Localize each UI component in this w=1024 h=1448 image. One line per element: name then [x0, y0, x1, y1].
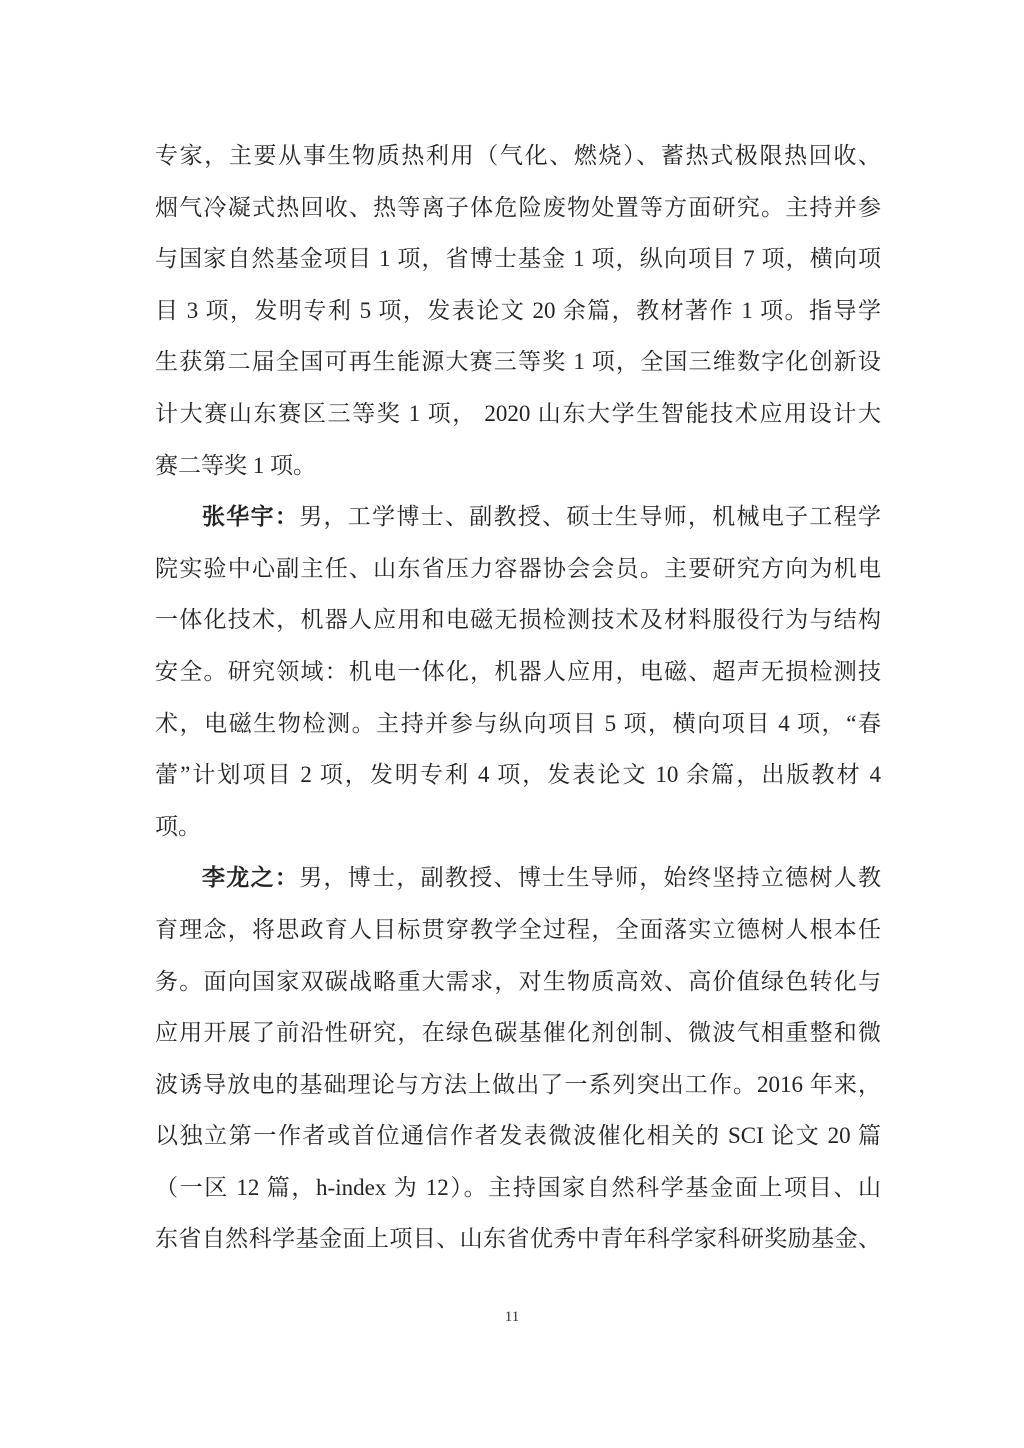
paragraph-continuation	[155, 130, 881, 491]
text-line	[155, 852, 881, 904]
text-line: 蕾”计划项目 2 项，发明专利 4 项，发表论文 10 余篇，出版教材 4	[155, 762, 881, 788]
text-line: 院实验中心副主任、山东省压力容器协会会员。主要研究方向为机电	[155, 555, 881, 581]
text-line: 赛二等奖 1 项。	[155, 452, 316, 478]
page-number: 11	[504, 1309, 520, 1325]
document-body	[155, 130, 881, 1265]
text-line: 波诱导放电的基础理论与方法上做出了一系列突出工作。2016 年来，	[155, 1071, 881, 1097]
text-line: 生获第二届全国可再生能源大赛三等奖 1 项，全国三维数字化创新设	[155, 349, 881, 375]
paragraph-li-longzhi	[155, 852, 881, 1265]
text-run: 男，博士，副教授、博士生导师，始终坚持立德树人教	[299, 865, 882, 891]
text-line: 烟气冷凝式热回收、热等离子体危险废物处置等方面研究。主持并参	[155, 194, 881, 220]
text-line: 与国家自然基金项目 1 项，省博士基金 1 项，纵向项目 7 项，横向项	[155, 246, 881, 272]
text-line: 目 3 项，发明专利 5 项，发表论文 20 余篇，教材著作 1 项。指导学	[155, 297, 881, 323]
paragraph-zhang-huayu	[155, 491, 881, 852]
text-line: 术，电磁生物检测。主持并参与纵向项目 5 项，横向项目 4 项，“春	[155, 710, 881, 736]
text-line: 计大赛山东赛区三等奖 1 项， 2020 山东大学生智能技术应用设计大	[155, 400, 881, 426]
text-line: 务。面向国家双碳战略重大需求，对生物质高效、高价值绿色转化与	[155, 968, 881, 994]
text-line: 育理念，将思政育人目标贯穿教学全过程，全面落实立德树人根本任	[155, 916, 881, 942]
text-line: 安全。研究领域：机电一体化，机器人应用，电磁、超声无损检测技	[155, 658, 881, 684]
page-footer	[0, 1308, 1024, 1326]
text-line	[155, 491, 881, 543]
text-run: 男，工学博士、副教授、硕士生导师，机械电子工程学	[299, 504, 882, 530]
text-line: 以独立第一作者或首位通信作者发表微波催化相关的 SCI 论文 20 篇	[155, 1123, 881, 1149]
text-line: 东省自然科学基金面上项目、山东省优秀中青年科学家科研奖励基金、	[155, 1226, 881, 1252]
person-name: 李龙之：	[202, 865, 300, 891]
text-line: 专家，主要从事生物质热利用（气化、燃烧）、蓄热式极限热回收、	[155, 143, 881, 168]
text-line: 应用开展了前沿性研究，在绿色碳基催化剂创制、微波气相重整和微	[155, 1020, 881, 1046]
text-line: 项。	[155, 813, 201, 839]
person-name: 张华宇：	[202, 504, 300, 530]
text-line: （一区 12 篇，h-index 为 12）。主持国家自然科学基金面上项目、山	[155, 1174, 881, 1200]
text-line: 一体化技术，机器人应用和电磁无损检测技术及材料服役行为与结构	[155, 607, 881, 633]
